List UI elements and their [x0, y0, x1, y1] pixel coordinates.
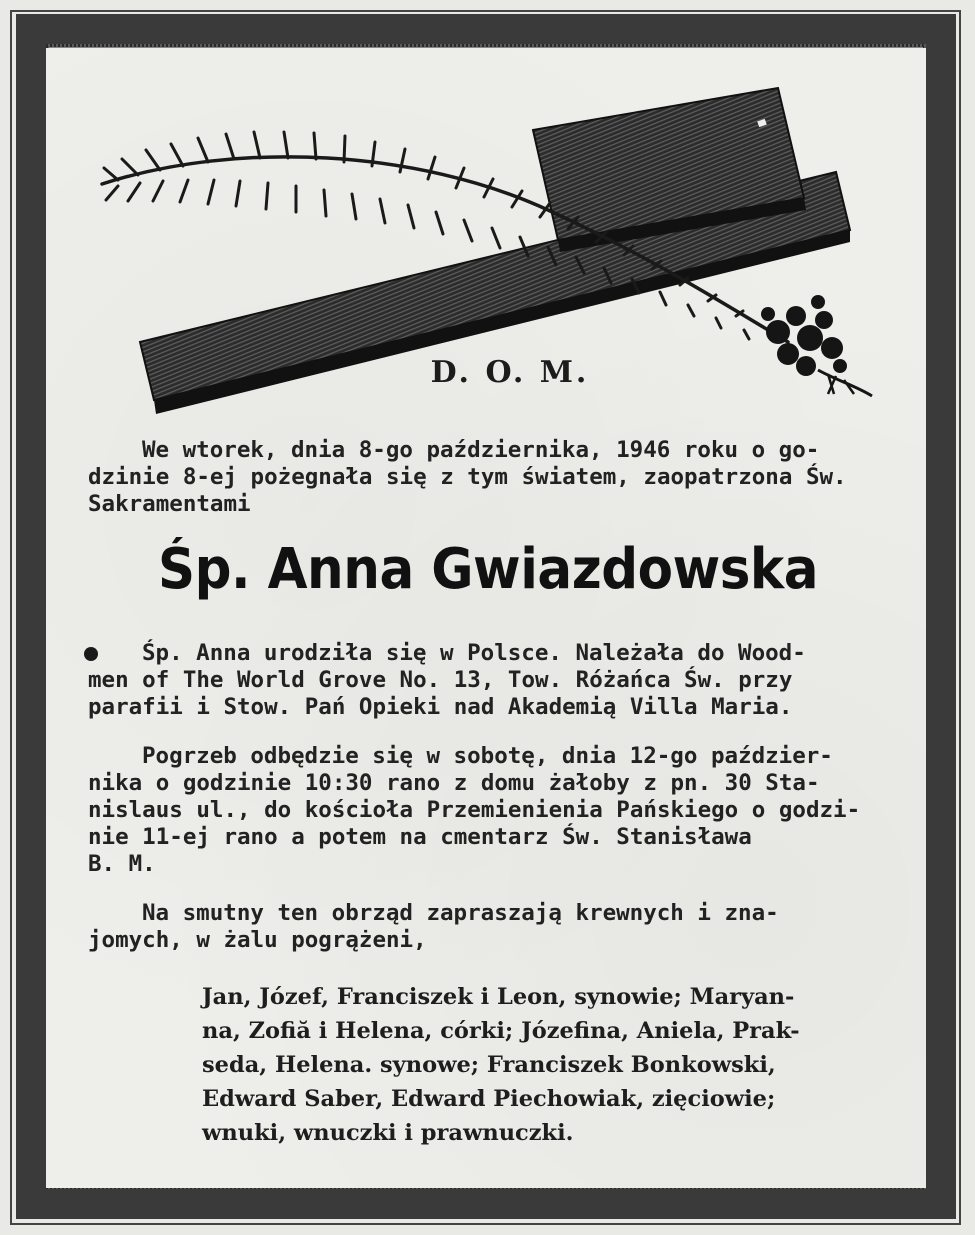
biography-line: men of The World Grove No. 13, Tow. Różańca Św. przy — [88, 667, 793, 693]
invitation-line: jomych, w żalu pogrążeni, — [88, 927, 427, 953]
death-announcement — [88, 437, 888, 518]
mourners-list — [202, 980, 892, 1150]
funeral-line: Pogrzeb odbędzie się w sobotę, dnia 12-go paździer- — [142, 743, 833, 769]
invitation-line: Na smutny ten obrząd zapraszają krewnych i zna- — [142, 900, 779, 926]
announcement-line: Sakramentami — [88, 491, 251, 517]
mourners-line: wnuki, wnuczki i prawnuczki. — [202, 1120, 574, 1146]
flower-cluster — [761, 295, 872, 396]
mourners-line: seda, Helena. synowe; Franciszek Bonkowski, — [202, 1052, 776, 1078]
announcement-line: We wtorek, dnia 8-go października, 1946 roku o go- — [142, 437, 820, 463]
deceased-name: Śp. Anna Gwiazdowska — [157, 537, 819, 602]
funeral-details — [88, 743, 888, 878]
funeral-line: nie 11-ej rano a potem na cmentarz Św. Stanisława — [88, 824, 752, 850]
biography — [88, 640, 888, 721]
mourners-line: Jan, Józef, Franciszek i Leon, synowie; Maryan- — [202, 984, 795, 1010]
mourners-line: Edward Saber, Edward Piechowiak, zięciowie; — [202, 1086, 776, 1112]
funeral-line: nislaus ul., do kościoła Przemienienia Pańskiego o godzi- — [88, 797, 861, 823]
funeral-line: B. M. — [88, 851, 156, 877]
announcement-line: dzinie 8-ej pożegnała się z tym światem, zaopatrzona Św. — [88, 464, 847, 490]
dom-heading: D. O. M. — [430, 355, 590, 390]
invitation — [88, 900, 888, 954]
biography-line: parafii i Stow. Pań Opieki nad Akademią Villa Maria. — [88, 694, 793, 720]
funeral-line: nika o godzinie 10:30 rano z domu żałoby z pn. 30 Sta- — [88, 770, 820, 796]
biography-line: Śp. Anna urodziła się w Polsce. Należała do Wood- — [142, 640, 806, 666]
mourners-line: na, Zofiă i Helena, córki; Józefina, Aniela, Prak- — [202, 1018, 800, 1044]
